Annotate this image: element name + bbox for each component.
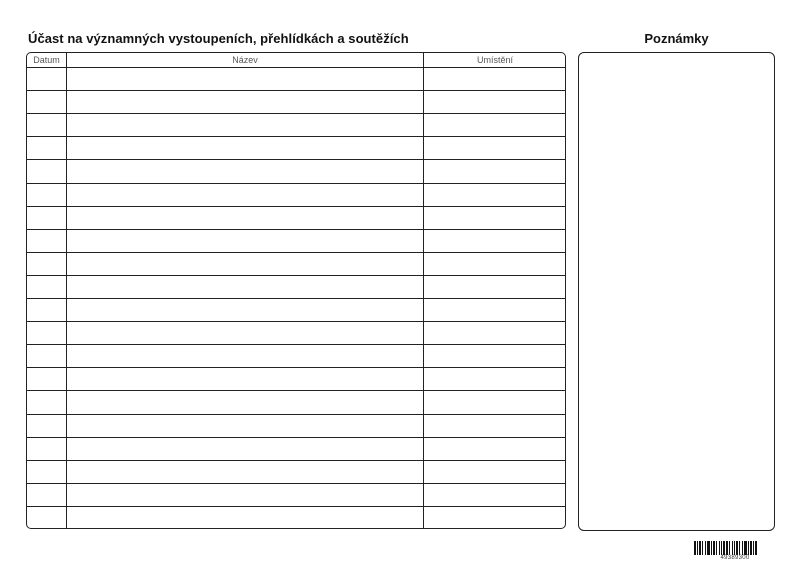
column-header-umisteni: Umístění — [476, 55, 513, 65]
barcode-number: 49389300 — [720, 555, 750, 561]
table-row[interactable] — [27, 345, 565, 367]
table-row[interactable] — [27, 391, 565, 413]
table-row[interactable] — [27, 299, 565, 321]
barcode-graphic — [694, 541, 776, 555]
table-row[interactable] — [27, 368, 565, 390]
table-row[interactable] — [27, 137, 565, 159]
table-row[interactable] — [27, 68, 565, 90]
table-row[interactable] — [27, 484, 565, 506]
table-row[interactable] — [27, 91, 565, 113]
table-row[interactable] — [27, 114, 565, 136]
table-row[interactable] — [27, 253, 565, 275]
table-row[interactable] — [27, 507, 565, 529]
table-row[interactable] — [27, 160, 565, 182]
table-row[interactable] — [27, 230, 565, 252]
form-title: Účast na významných vystoupeních, přehlídkách a soutěžích — [28, 31, 409, 46]
table-row[interactable] — [27, 322, 565, 344]
column-header-datum: Datum — [33, 55, 60, 65]
column-header-nazev: Název — [232, 55, 258, 65]
notes-title: Poznámky — [644, 31, 709, 46]
table-header — [27, 53, 565, 68]
table-row[interactable] — [27, 276, 565, 298]
table-row[interactable] — [27, 207, 565, 229]
table-row[interactable] — [27, 415, 565, 437]
notes-box[interactable] — [578, 52, 775, 531]
table-row[interactable] — [27, 184, 565, 206]
results-table — [26, 52, 566, 529]
table-row[interactable] — [27, 461, 565, 483]
table-row[interactable] — [27, 438, 565, 460]
